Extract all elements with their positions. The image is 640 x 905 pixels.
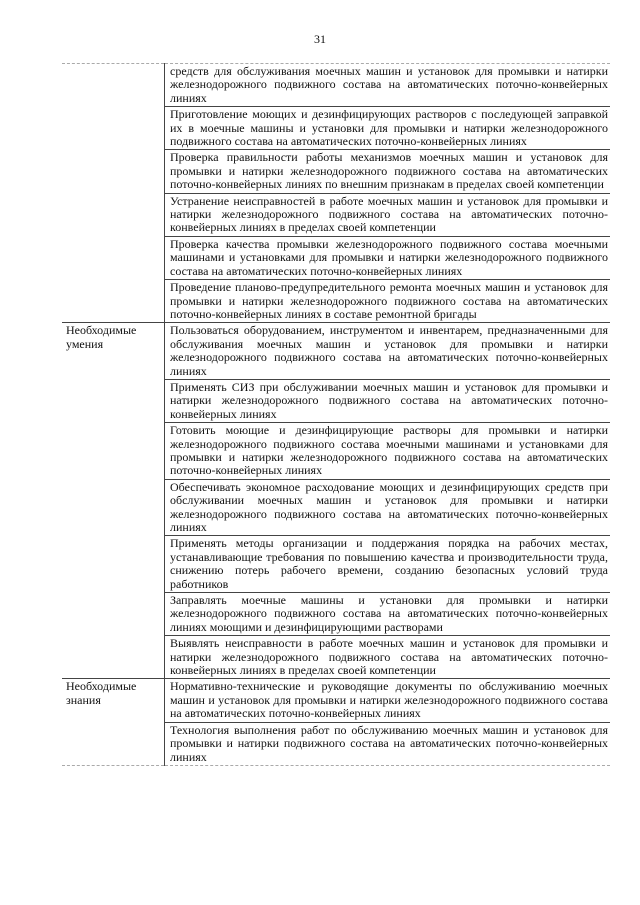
requirement-text: Применять СИЗ при обслуживании моечных машин и установок для промывки и натирки железнодорожного подвижного состава на автоматических поточно-конвейерных линиях: [165, 379, 611, 422]
requirement-text: Нормативно-технические и руководящие документы по обслуживанию моечных машин и установок для промывки и натирки железнодорожного подвижного состава на автоматических поточно-конвейерных линиях: [165, 679, 611, 722]
requirement-text: средств для обслуживания моечных машин и установок для промывки и натирки железнодорожного подвижного состава на автоматических поточно-конвейерных линиях: [165, 64, 611, 107]
table-row: [62, 679, 610, 722]
requirement-text: Применять методы организации и поддержания порядка на рабочих местах, устанавливающие требования по повышению качества и производительности труда, снижению потерь рабочего времени, созданию безопасных условий труда работников: [165, 536, 611, 593]
requirement-text: Проверка качества промывки железнодорожного подвижного состава моечными машинами и установками для промывки и натирки железнодорожного подвижного состава на автоматических поточно-конвейерных линиях: [165, 236, 611, 279]
requirement-text: Заправлять моечные машины и установки для промывки и натирки железнодорожного подвижного состава на автоматических поточно-конвейерных линиях моющими и дезинфицирующими растворами: [165, 593, 611, 636]
requirement-text: Выявлять неисправности в работе моечных машин и установок для промывки и натирки железнодорожного подвижного состава на автоматических поточно-конвейерных линиях в пределах своей компетенции: [165, 636, 611, 679]
requirement-text: Приготовление моющих и дезинфицирующих растворов с последующей заправкой их в моечные машины и установки для промывки и натирки железнодорожного подвижного состава на автоматических поточно-конвейерных линиях: [165, 107, 611, 150]
requirement-text: Устранение неисправностей в работе моечных машин и установок для промывки и натирки железнодорожного подвижного состава на автоматических поточно-конвейерных линиях в пределах своей компетенции: [165, 193, 611, 236]
requirement-text: Готовить моющие и дезинфицирующие растворы для промывки и натирки железнодорожного подвижного состава моечными машинами и установками для промывки и натирки железнодорожного подвижного состава на автоматических поточно-конвейерных линиях: [165, 423, 611, 480]
table-row: [62, 323, 610, 380]
requirement-text: Обеспечивать экономное расходование моющих и дезинфицирующих средств при обслуживании моечных машин и установок для промывки и натирки железнодорожного подвижного состава на автоматических поточно-конвейерных линиях: [165, 479, 611, 536]
section-label: Необходимые умения: [62, 323, 165, 679]
requirement-text: Проведение планово-предупредительного ремонта моечных машин и установок для промывки и натирки железнодорожного подвижного состава на автоматических поточно-конвейерных линиях в составе ремонтной бригады: [165, 280, 611, 323]
page-number: 31: [314, 32, 326, 46]
section-label: Необходимые знания: [62, 679, 165, 765]
requirement-text: Проверка правильности работы механизмов моечных машин и установок для промывки и натирки железнодорожного подвижного состава на автоматических поточно-конвейерных линиях по внешним признакам в пределах своей компетенции: [165, 150, 611, 193]
table-row: [62, 64, 610, 107]
section-label: [62, 64, 165, 323]
requirements-table: [62, 63, 610, 766]
requirement-text: Пользоваться оборудованием, инструментом и инвентарем, предназначенными для обслуживания моечных машин и установок для промывки и натирки железнодорожного подвижного состава на автоматических поточно-конвейерных линиях: [165, 323, 611, 380]
requirement-text: Технология выполнения работ по обслуживанию моечных машин и установок для промывки и натирки подвижного состава на автоматических поточно-конвейерных линиях: [165, 722, 611, 765]
